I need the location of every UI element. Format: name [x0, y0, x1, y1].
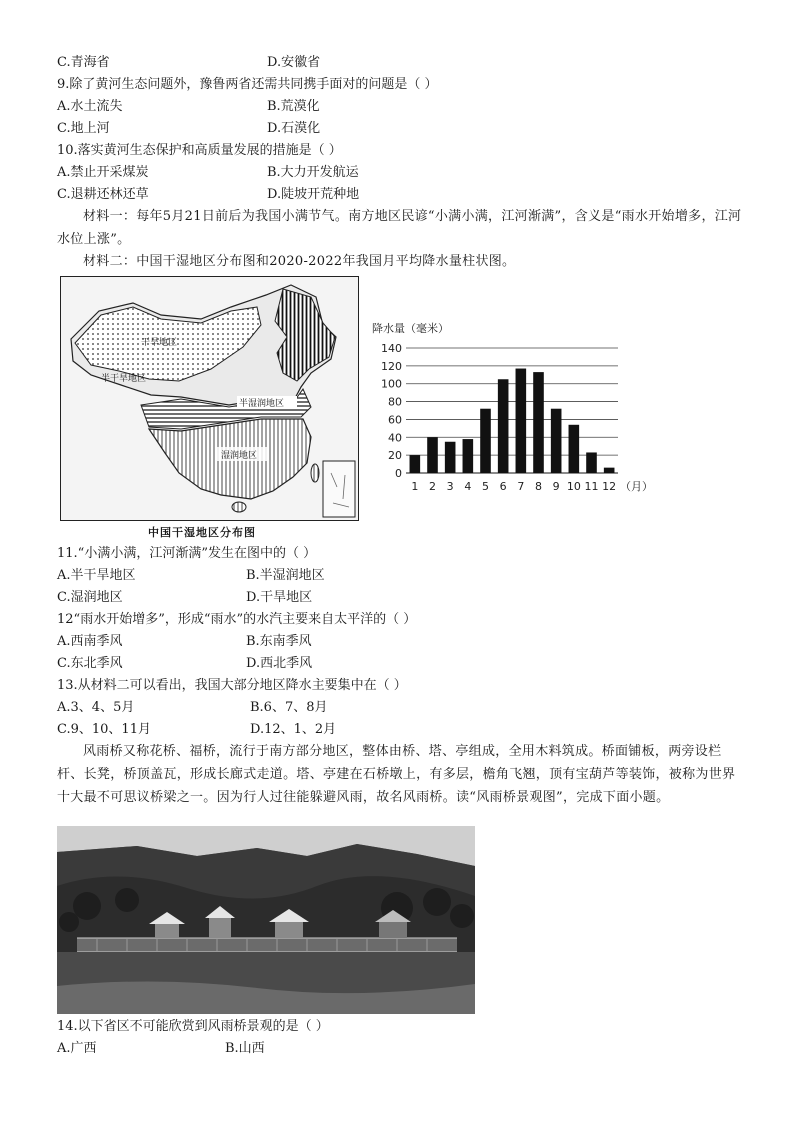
q10-option-b: B.大力开发航运 — [267, 165, 359, 180]
y-tick-label: 120 — [381, 359, 402, 373]
y-tick-label: 80 — [388, 395, 402, 409]
q11-option-c: C.湿润地区 — [57, 590, 123, 605]
x-tick-label: 5 — [482, 480, 489, 493]
x-tick-label: 9 — [552, 480, 560, 493]
bar-month-12 — [604, 468, 615, 473]
bar-month-1 — [410, 455, 421, 473]
q8-option-c: C.青海省 — [57, 55, 110, 70]
map-caption: 中国干湿地区分布图 — [148, 526, 256, 539]
q10-option-c: C.退耕还林还草 — [57, 187, 149, 202]
chart-y-tick-labels — [381, 342, 402, 480]
q9-option-a: A.水土流失 — [57, 99, 123, 114]
x-tick-label: 11 — [584, 480, 599, 493]
x-tick-label: 3 — [446, 480, 454, 493]
x-tick-label: 6 — [499, 480, 507, 493]
x-tick-label: 1 — [411, 480, 419, 493]
q12-option-c: C.东北季风 — [57, 656, 123, 671]
q11-stem: 11.“小满小满，江河渐满”发生在图中的（ ） — [57, 546, 317, 561]
q9-option-b: B.荒漠化 — [267, 99, 320, 114]
material-two: 材料二：中国干湿地区分布图和2020-2022年我国月平均降水量柱状图。 — [83, 254, 516, 269]
bar-month-8 — [533, 372, 544, 473]
bar-month-9 — [551, 409, 562, 473]
map-label-humid: 湿润地区 — [221, 451, 258, 461]
q9-option-d: D.石漠化 — [267, 121, 321, 136]
bar-month-2 — [427, 437, 438, 473]
bar-month-11 — [586, 452, 597, 473]
q13-option-c: C.9、10、11月 — [57, 722, 151, 737]
y-tick-label: 0 — [395, 467, 402, 480]
q11-option-b: B.半湿润地区 — [246, 568, 325, 583]
y-tick-label: 60 — [388, 413, 402, 427]
q10-option-a: A.禁止开采煤炭 — [57, 165, 149, 180]
q9-option-c: C.地上河 — [57, 121, 110, 136]
chart-x-axis-label: （月） — [620, 480, 653, 493]
wind-rain-bridge-photo — [57, 826, 475, 1014]
q8-option-d: D.安徽省 — [267, 55, 321, 70]
q11-option-d: D.干旱地区 — [246, 590, 313, 605]
x-tick-label: 10 — [566, 480, 581, 493]
bar-month-6 — [498, 379, 509, 473]
q12-option-a: A.西南季风 — [57, 634, 123, 649]
x-tick-label: 7 — [517, 480, 525, 493]
chart-x-tick-labels — [411, 480, 616, 493]
material-one: 材料一：每年5月21日前后为我国小满节气。南方地区民谚“小满小满，江河渐满”，含义是“雨水开始增多，江河水位上涨”。 — [57, 209, 742, 247]
q14-option-b: B.山西 — [225, 1041, 265, 1056]
q9-stem: 9.除了黄河生态问题外，豫鲁两省还需共同携手面对的问题是（ ） — [57, 77, 438, 92]
chart-y-axis-label: 降水量（毫米） — [372, 322, 449, 335]
q12-stem: 12“雨水开始增多”，形成“雨水”的水汽主要来自太平洋的（ ） — [57, 612, 417, 627]
x-tick-label: 2 — [429, 480, 436, 493]
bar-month-4 — [463, 439, 474, 473]
q10-option-d: D.陡坡开荒种地 — [267, 187, 360, 202]
map-label-semi-arid: 半干旱地区 — [101, 374, 147, 384]
q14-stem: 14.以下省区不可能欣赏到风雨桥景观的是（ ） — [57, 1019, 329, 1034]
bar-month-10 — [569, 425, 580, 473]
chart-bars — [410, 369, 615, 473]
x-tick-label: 4 — [464, 480, 472, 493]
map-label-arid: 干旱地区 — [141, 338, 178, 348]
y-tick-label: 40 — [388, 431, 402, 445]
y-tick-label: 140 — [381, 342, 402, 355]
q10-stem: 10.落实黄河生态保护和高质量发展的措施是（ ） — [57, 143, 342, 158]
q13-option-a: A.3、4、5月 — [57, 700, 135, 715]
q13-stem: 13.从材料二可以看出，我国大部分地区降水主要集中在（ ） — [57, 678, 407, 693]
bar-month-3 — [445, 442, 456, 473]
q11-option-a: A.半干旱地区 — [57, 568, 136, 583]
precipitation-bar-chart — [366, 318, 656, 498]
x-tick-label: 8 — [535, 480, 542, 493]
q12-option-b: B.东南季风 — [246, 634, 312, 649]
map-label-semi-humid: 半湿润地区 — [239, 399, 285, 409]
china-map-figure — [61, 277, 358, 520]
dry-wet-region-map — [60, 276, 359, 521]
q14-option-a: A.广西 — [57, 1041, 97, 1056]
x-tick-label: 12 — [602, 480, 617, 493]
y-tick-label: 20 — [388, 449, 402, 463]
q13-option-d: D.12、1、2月 — [250, 722, 337, 737]
q12-option-d: D.西北季风 — [246, 656, 313, 671]
y-tick-label: 100 — [381, 377, 402, 391]
bar-month-5 — [480, 409, 491, 473]
bar-month-7 — [516, 369, 527, 473]
q13-option-b: B.6、7、8月 — [250, 700, 328, 715]
bridge-passage: 风雨桥又称花桥、福桥，流行于南方部分地区，整体由桥、塔、亭组成，全用木料筑成。桥面铺板，两旁设栏杆、长凳，桥顶盖瓦，形成长廊式走道。塔、亭建在石桥墩上，有多层，檐角飞翘，顶有宝葫芦等装饰，被称为世界十大最不可思议桥梁之一。因为行人过往能躲避风雨，故名风雨桥。读“风雨桥景观图”，完成下面小题。 — [57, 744, 736, 805]
